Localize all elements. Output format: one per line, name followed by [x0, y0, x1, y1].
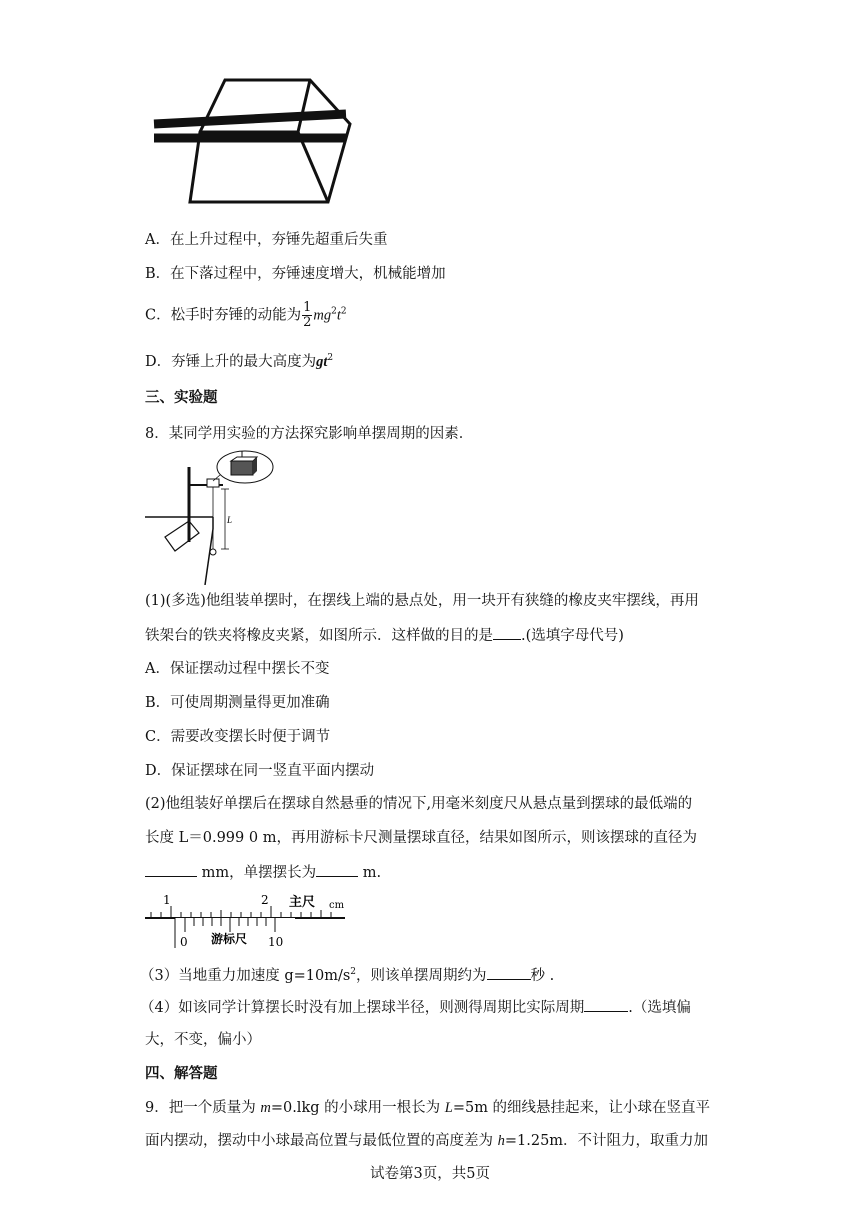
- vernier-scale-label: 游标尺: [211, 932, 248, 946]
- main-scale-label: 主尺: [289, 895, 316, 910]
- q8-part4-line1: （4）如该同学计算摆长时没有加上摆球半径，则测得周期比实际周期 .（选填偏: [140, 997, 691, 1018]
- answer-blank[interactable]: [316, 862, 358, 877]
- q7-option-a: A．在上升过程中，夯锤先超重后失重: [145, 232, 388, 248]
- q8-part2-line1: (2)他组装好单摆后在摆球自然悬垂的情况下,用毫米刻度尺从悬点量到摆球的最低端的: [145, 796, 693, 812]
- answer-blank[interactable]: [145, 862, 197, 877]
- page-footer: 试卷第3页，共5页: [370, 1166, 490, 1182]
- answer-blank[interactable]: [487, 965, 531, 980]
- q8-part3: （3）当地重力加速度 $g=10m/s^2$，则该单摆周期约为 秒 .: [140, 962, 554, 986]
- q7-option-c: C．松手时夯锤的动能为 $\frac{1}{2}$ $mg^2t^2$: [145, 300, 347, 330]
- q8-part1-line1: (1)(多选)他组装单摆时，在摆线上端的悬点处，用一块开有狭缝的橡皮夹牢摆线，再用: [145, 593, 699, 609]
- unit-label: cm: [329, 900, 345, 911]
- q8-part2-line3: mm，单摆摆长为 m.: [145, 862, 381, 883]
- q9-line1: 9．把一个质量为 m=0.lkg 的小球用一根长为 L=5m 的细线悬挂起来，让小球在竖直平: [145, 1100, 711, 1116]
- pendulum-figure: [145, 447, 275, 585]
- length-label: L: [227, 515, 233, 525]
- answer-blank[interactable]: [493, 625, 521, 640]
- section-4-title: 四、解答题: [145, 1065, 218, 1082]
- answer-blank[interactable]: [584, 997, 628, 1012]
- vernier-caliper-figure: [145, 890, 355, 952]
- q7-option-b: B．在下落过程中，夯锤速度增大，机械能增加: [145, 266, 446, 282]
- fraction: $\frac{1}{2}$: [303, 300, 312, 330]
- vernier-tick-label: 10: [268, 935, 284, 949]
- section-3-title: 三、实验题: [145, 389, 218, 406]
- q8-part1-line2: 铁架台的铁夹将橡皮夹紧，如图所示．这样做的目的是 .(选填字母代号): [145, 625, 624, 646]
- q8-option-d: D．保证摆球在同一竖直平面内摆动: [145, 763, 375, 779]
- q9-line2: 面内摆动，摆动中小球最高位置与最低位置的高度差为 h=1.25m．不计阻力，取重力加: [145, 1133, 709, 1149]
- q8-option-a: A．保证摆动过程中摆长不变: [145, 661, 330, 677]
- main-tick-label: 1: [163, 893, 171, 907]
- q8-stem: 8．某同学用实验的方法探究影响单摆周期的因素．: [145, 426, 474, 442]
- q8-option-b: B．可使周期测量得更加准确: [145, 695, 330, 711]
- rammer-figure: [150, 74, 355, 206]
- q7-option-d: D．夯锤上升的最大高度为$gt^2$: [145, 353, 334, 370]
- vernier-tick-label: 0: [180, 935, 188, 949]
- q8-part4-line2: 大，不变，偏小）: [145, 1032, 261, 1048]
- main-tick-label: 2: [261, 893, 269, 907]
- q8-option-c: C．需要改变摆长时便于调节: [145, 729, 331, 745]
- q8-part2-line2: 长度 L＝0.999 0 m，再用游标卡尺测量摆球直径，结果如图所示，则该摆球的直径为: [145, 830, 697, 846]
